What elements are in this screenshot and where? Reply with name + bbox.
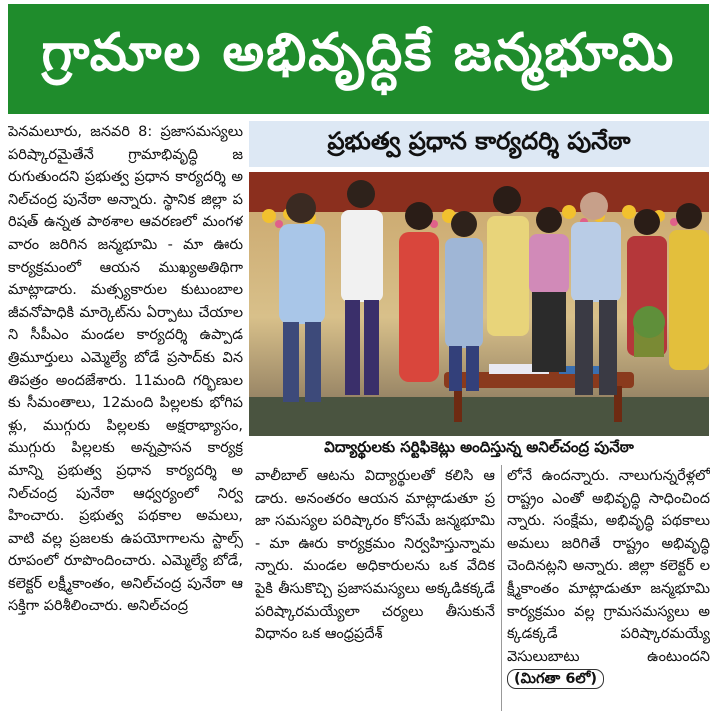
- continued-on-page-label: (మిగతా 6లో): [507, 669, 604, 689]
- subheadline: ప్రభుత్వ ప్రధాన కార్యదర్శి పునేఠా: [327, 127, 631, 155]
- headline-banner: [8, 4, 709, 114]
- article-text-left: పెనమలూరు, జనవరి 8: ప్రజాసమస్యలు పరిష్కారమైతేనే గ్రామాభివృద్ధి జరుగుతుందని ప్రభుత్వ ప్రధాన కార్యదర్శి అనిల్‌చంద్ర పునేఠా అన్నారు. స్థానిక జిల్లా పరిషత్ ఉన్నత పాఠశాల ఆవరణలో మంగళవారం జరిగిన జన్మభూమి - మా ఊరు కార్యక్రమంలో ఆయన ముఖ్యఅతిథిగా మాట్లాడారు. మత్స్యకారుల కుటుంబాల జీవనోపాధికి మార్కెట్‌ను ఏర్పాటు చేయాలని సీపీఎం మండల కార్యదర్శి ఉప్పాడ త్రిమూర్తులు ఎమ్మెల్యే బోడే ప్రసాద్‌కు వినతిపత్రం అందజేశారు. 11మంది గర్భిణులకు సీమంతాలు, 12మంది పిల్లలకు భోగిపళ్లు, ముగ్గురు పిల్లలకు అక్షరాభ్యాసం, ముగ్గురు పిల్లలకు అన్నప్రాసన కార్యక్రమాన్ని ప్రభుత్వ ప్రధాన కార్యదర్శి అనిల్‌చంద్ర పునేఠా ఆధ్వర్యంలో నిర్వహించారు. ప్రభుత్వ పథకాల అమలు, వాటి వల్ల ప్రజలకు ఉపయోగాలను స్టాల్స్ రూపంలో రూపొందించారు. ఎమ్మెల్యే బోడే, కలెక్టర్ లక్ష్మీకాంతం, అనిల్‌చంద్ర పునేఠా ఆసక్తిగా పరిశీలించారు. అనిల్‌చంద్ర: [8, 124, 243, 615]
- headline: గ్రామాల అభివృద్ధికే జన్మభూమి: [41, 22, 676, 83]
- article-column-right: [507, 465, 710, 711]
- article-column-left: [8, 121, 243, 711]
- subheadline-box: [249, 121, 709, 167]
- photo-caption: విద్యార్థులకు సర్టిఫికెట్లు అందిస్తున్న అనిల్‌చంద్ర పునేఠా: [324, 438, 634, 456]
- article-column-middle: [255, 465, 495, 711]
- column-divider: [501, 465, 502, 711]
- photo-caption-box: [249, 438, 709, 460]
- article-text-middle: వాలీబాల్ ఆటను విద్యార్థులతో కలిసి ఆడారు. అనంతరం ఆయన మాట్లాడుతూ ప్రజా సమస్యల పరిష్కారం కోసమే జన్మభూమి - మా ఊరు కార్యక్రమం నిర్వహిస్తున్నామన్నారు. మండల అధికారులను ఒక వేదిక పైకి తీసుకొచ్చి ప్రజాసమస్యలు అక్కడికక్కడే పరిష్కారమయ్యేలా చర్యలు తీసుకునే విధానం ఒక ఆంధ్రప్రదేశ్: [255, 468, 495, 643]
- article-text-right: లోనే ఉందన్నారు. నాలుగున్నరేళ్లలో రాష్ట్రం ఎంతో అభివృద్ధి సాధించిందన్నారు. సంక్షేమ, అభివృద్ధి పథకాలు అమలు జరిగితే రాష్ట్రం అభివృద్ధి చెందినట్లని అన్నారు. జిల్లా కలెక్టర్ లక్ష్మీకాంతం మాట్లాడుతూ జన్మభూమి కార్యక్రమం వల్ల గ్రామసమస్యలు అక్కడక్కడే పరిష్కారమయ్యే వెసులుబాటు ఉంటుందని: [507, 468, 710, 665]
- news-photo: [249, 172, 709, 436]
